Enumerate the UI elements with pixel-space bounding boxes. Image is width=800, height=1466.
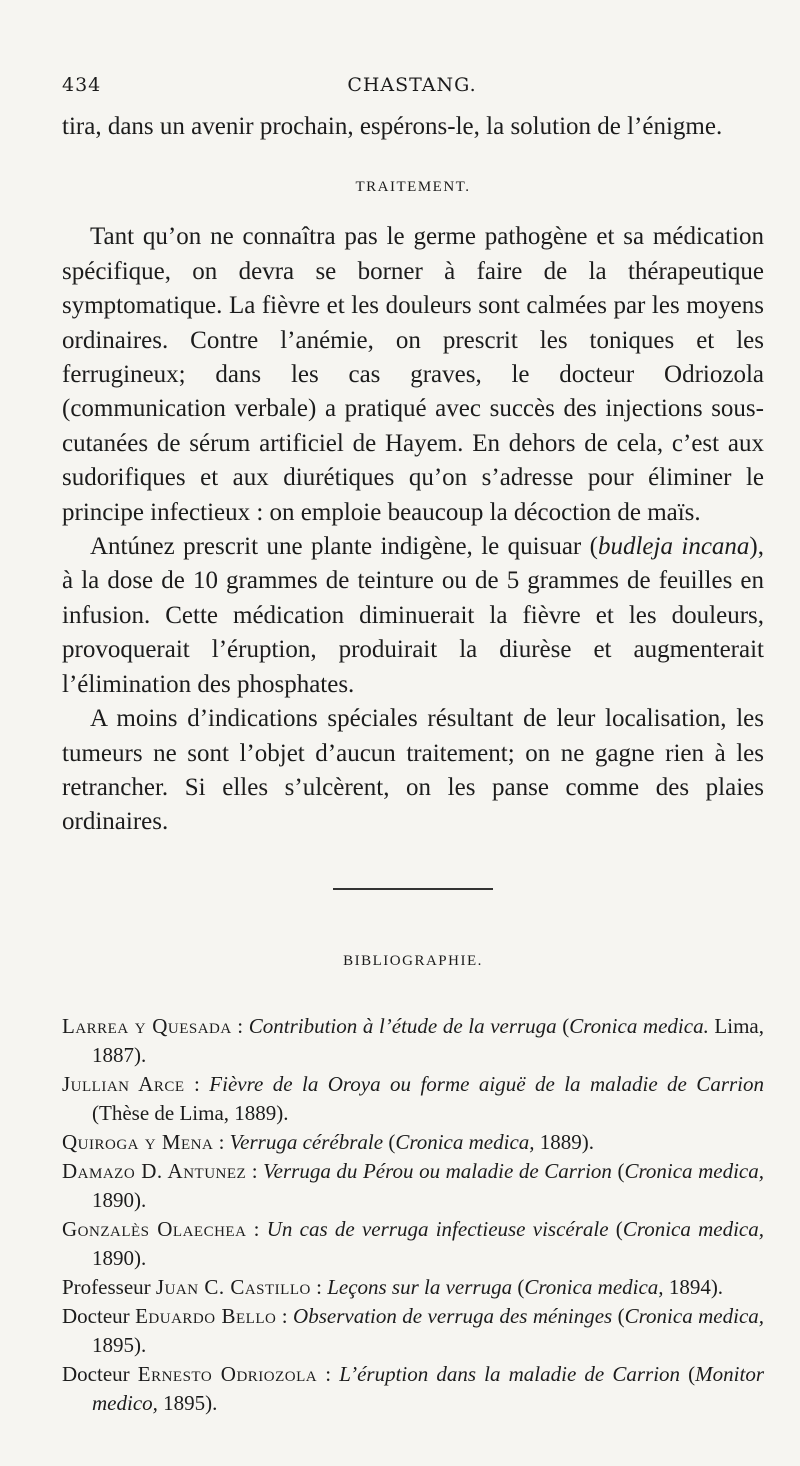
bib-journal: Cronica medica,	[524, 1275, 664, 1300]
bib-journal: Monitor medico,	[92, 1362, 765, 1416]
bibliography-entry	[62, 1128, 764, 1157]
bib-author: Ernesto Odriozola	[137, 1362, 318, 1387]
bibliography-entry	[62, 1215, 764, 1273]
bib-author: Gonzalès Olaechea	[62, 1217, 247, 1242]
bib-rest: 1890).	[92, 1188, 147, 1213]
text-run: ), à la dose de 10 grammes de teinture ou de 5 grammes de feuilles en infusion. Cette médication diminuerait la fièvre et les douleurs, provoquerait l’éruption, produirait la diurèse et augmenterait l’élimination des phosphates.	[62, 533, 764, 698]
bib-rest: 1895).	[92, 1333, 147, 1358]
bibliography-entry	[62, 1070, 764, 1128]
bib-sep: :	[246, 1217, 267, 1242]
bib-sep: :	[246, 1159, 264, 1184]
bib-prefix: Professeur	[62, 1275, 156, 1300]
paragraph: A moins d’indications spéciales résultant de leur localisation, les tumeurs ne sont l’objet d’aucun traitement; on ne gagne rien à les retrancher. Si elles s’ulcèrent, on les panse comme des plaies ordinaires.	[62, 705, 764, 836]
bib-journal: Cronica medica.	[569, 1014, 709, 1039]
paragraph-continuation: tira, dans un avenir prochain, espérons-le, la solution de l’énigme.	[62, 113, 723, 140]
bib-prefix: Docteur	[62, 1304, 136, 1329]
paragraph: Tant qu’on ne connaîtra pas le germe pathogène et sa médication spécifique, on devra se borner à faire de la thérapeutique symptomatique. La fièvre et les douleurs sont calmées par les moyens ordinaires. Contre l’anémie, on prescrit les toniques et les ferrugineux; dans les cas graves, le docteur Odriozola (communication verbale) a pratiqué avec succès des injections sous-cutanées de sérum artificiel de Hayem. En dehors de cela, c’est aux sudorifiques et aux diurétiques qu’on s’adresse pour éliminer le principe infectieux : on emploie beaucoup la décoction de maïs.	[62, 223, 764, 526]
bib-rest: (	[556, 1014, 570, 1039]
bib-journal: Cronica medica,	[624, 1159, 764, 1184]
paragraph	[62, 530, 764, 702]
bib-sep: :	[213, 1130, 230, 1155]
bib-rest: (	[383, 1130, 396, 1155]
bib-author: Jullian Arce	[62, 1072, 185, 1097]
bib-journal: Cronica medica,	[624, 1304, 765, 1329]
bib-prefix: Docteur	[62, 1362, 138, 1387]
bib-sep: :	[276, 1304, 294, 1329]
bib-rest: (	[608, 1217, 623, 1242]
bibliography-list	[62, 1012, 764, 1418]
bib-title: Leçons sur la verruga	[327, 1275, 513, 1300]
bib-author: Quiroga y Mena	[62, 1130, 214, 1155]
bib-title: Verruga du Pérou ou maladie de Carrion	[263, 1159, 612, 1184]
running-title: CHASTANG.	[347, 74, 477, 96]
text-run: Antúnez prescrit une plante indigène, le quisuar (	[90, 533, 598, 561]
bib-rest: 1895).	[157, 1391, 218, 1416]
bib-sep: :	[317, 1362, 340, 1387]
bib-sep: :	[184, 1072, 210, 1097]
bibliography-entry	[62, 1302, 764, 1360]
italic-term: budleja incana	[597, 533, 750, 561]
bib-rest: Lima, 1887).	[92, 1014, 764, 1068]
bib-author: Juan C. Castillo	[155, 1275, 311, 1300]
bib-author: Damazo D. Antunez	[62, 1159, 247, 1184]
section-heading-bibliography: BIBLIOGRAPHIE.	[343, 952, 483, 969]
bibliography-entry	[62, 1273, 764, 1302]
bib-journal: Cronica medica,	[395, 1130, 535, 1155]
bib-sep: :	[231, 1014, 249, 1039]
bib-rest: (	[512, 1275, 525, 1300]
bibliography-entry	[62, 1012, 764, 1070]
bib-title: Verruga cérébrale	[229, 1130, 384, 1155]
section-divider	[333, 888, 493, 890]
page-number: 434	[62, 74, 102, 96]
bib-rest: 1889).	[534, 1130, 595, 1155]
bib-author: Larrea y Quesada	[62, 1014, 232, 1039]
section-heading-treatment: TRAITEMENT.	[355, 179, 471, 196]
bib-rest: (Thèse de Lima, 1889).	[92, 1101, 289, 1126]
bib-sep: :	[310, 1275, 328, 1300]
bib-title: Fièvre de la Oroya ou forme aiguë de la maladie de Carrion	[209, 1072, 764, 1097]
bibliography-entry	[62, 1360, 764, 1418]
main-text	[62, 110, 764, 1418]
bib-rest: 1894).	[663, 1275, 724, 1300]
bib-title: L’éruption dans la maladie de Carrion	[339, 1362, 681, 1387]
bib-journal: Cronica medica,	[622, 1217, 765, 1242]
bibliography-entry	[62, 1157, 764, 1215]
bib-rest: (	[612, 1304, 625, 1329]
bib-author: Eduardo Bello	[135, 1304, 277, 1329]
bib-title: Un cas de verruga infectieuse viscérale	[266, 1217, 609, 1242]
bib-rest: (	[611, 1159, 625, 1184]
bib-rest: 1890).	[92, 1246, 147, 1271]
bib-rest: (	[680, 1362, 696, 1387]
bib-title: Observation de verruga des méninges	[293, 1304, 613, 1329]
bib-title: Contribution à l’étude de la verruga	[248, 1014, 557, 1039]
